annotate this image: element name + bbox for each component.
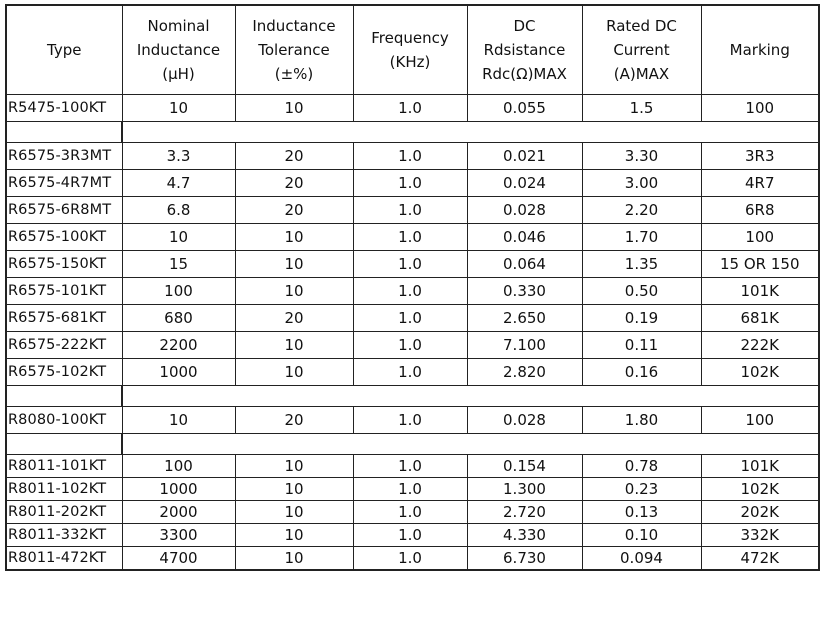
cell-marking: 202K [701, 501, 819, 524]
cell-inductance-tolerance: 10 [235, 332, 353, 359]
table-header [6, 5, 819, 95]
cell-inductance-tolerance: 10 [235, 95, 353, 122]
cell-rated-dc-current: 1.80 [582, 407, 701, 434]
cell-frequency: 1.0 [353, 224, 467, 251]
inductor-spec-table [5, 4, 820, 571]
cell-inductance-tolerance: 10 [235, 455, 353, 478]
header-type [6, 5, 122, 95]
spec-table-container [5, 4, 820, 571]
header-line: Frequency [371, 29, 449, 47]
header-marking [701, 5, 819, 95]
header-line: Current [613, 41, 670, 59]
separator-cell [122, 434, 819, 455]
cell-rated-dc-current: 0.50 [582, 278, 701, 305]
header-line: Marking [729, 41, 790, 59]
cell-inductance-tolerance: 10 [235, 224, 353, 251]
group-separator-row [6, 386, 819, 407]
table-row [6, 455, 819, 478]
cell-rated-dc-current: 0.13 [582, 501, 701, 524]
cell-frequency: 1.0 [353, 501, 467, 524]
cell-marking: 101K [701, 455, 819, 478]
cell-dc-resistance: 2.720 [467, 501, 582, 524]
table-row [6, 478, 819, 501]
cell-inductance-tolerance: 10 [235, 501, 353, 524]
header-line: Rdc(Ω)MAX [482, 65, 567, 83]
cell-nominal-inductance: 100 [122, 455, 235, 478]
cell-type: R6575-150KT [6, 251, 122, 278]
cell-type: R6575-102KT [6, 359, 122, 386]
table-row [6, 524, 819, 547]
cell-marking: 4R7 [701, 170, 819, 197]
separator-cell [6, 122, 122, 143]
cell-nominal-inductance: 1000 [122, 478, 235, 501]
table-row [6, 407, 819, 434]
cell-frequency: 1.0 [353, 407, 467, 434]
cell-nominal-inductance: 1000 [122, 359, 235, 386]
table-row [6, 547, 819, 571]
cell-rated-dc-current: 1.35 [582, 251, 701, 278]
cell-type: R6575-101KT [6, 278, 122, 305]
header-dc-resistance [467, 5, 582, 95]
header-line: Rdsistance [483, 41, 566, 59]
cell-type: R6575-100KT [6, 224, 122, 251]
header-line: DC [513, 17, 536, 35]
cell-marking: 332K [701, 524, 819, 547]
cell-dc-resistance: 2.650 [467, 305, 582, 332]
header-line: Rated DC [606, 17, 677, 35]
cell-marking: 472K [701, 547, 819, 571]
group-separator-row [6, 122, 819, 143]
cell-inductance-tolerance: 10 [235, 547, 353, 571]
cell-type: R8011-472KT [6, 547, 122, 571]
cell-dc-resistance: 0.046 [467, 224, 582, 251]
table-row [6, 224, 819, 251]
cell-frequency: 1.0 [353, 170, 467, 197]
cell-nominal-inductance: 100 [122, 278, 235, 305]
cell-nominal-inductance: 6.8 [122, 197, 235, 224]
table-row [6, 501, 819, 524]
cell-type: R6575-681KT [6, 305, 122, 332]
cell-marking: 100 [701, 95, 819, 122]
cell-type: R8080-100KT [6, 407, 122, 434]
cell-frequency: 1.0 [353, 524, 467, 547]
cell-frequency: 1.0 [353, 547, 467, 571]
cell-dc-resistance: 0.055 [467, 95, 582, 122]
table-row [6, 95, 819, 122]
cell-inductance-tolerance: 10 [235, 359, 353, 386]
cell-type: R8011-202KT [6, 501, 122, 524]
header-line: Tolerance [258, 41, 330, 59]
cell-inductance-tolerance: 10 [235, 278, 353, 305]
cell-rated-dc-current: 0.78 [582, 455, 701, 478]
cell-inductance-tolerance: 10 [235, 251, 353, 278]
separator-cell [6, 434, 122, 455]
header-line: (±%) [274, 65, 314, 83]
cell-marking: 102K [701, 359, 819, 386]
cell-frequency: 1.0 [353, 332, 467, 359]
cell-rated-dc-current: 3.00 [582, 170, 701, 197]
cell-marking: 6R8 [701, 197, 819, 224]
cell-dc-resistance: 0.064 [467, 251, 582, 278]
cell-nominal-inductance: 10 [122, 224, 235, 251]
cell-nominal-inductance: 3300 [122, 524, 235, 547]
cell-dc-resistance: 1.300 [467, 478, 582, 501]
cell-dc-resistance: 7.100 [467, 332, 582, 359]
cell-nominal-inductance: 2200 [122, 332, 235, 359]
cell-type: R6575-4R7MT [6, 170, 122, 197]
cell-rated-dc-current: 0.11 [582, 332, 701, 359]
cell-inductance-tolerance: 20 [235, 143, 353, 170]
cell-rated-dc-current: 0.10 [582, 524, 701, 547]
cell-dc-resistance: 0.154 [467, 455, 582, 478]
cell-rated-dc-current: 3.30 [582, 143, 701, 170]
cell-marking: 222K [701, 332, 819, 359]
header-line: (KHz) [389, 53, 431, 71]
header-nominal-inductance [122, 5, 235, 95]
cell-rated-dc-current: 2.20 [582, 197, 701, 224]
cell-marking: 681K [701, 305, 819, 332]
cell-rated-dc-current: 0.23 [582, 478, 701, 501]
cell-nominal-inductance: 680 [122, 305, 235, 332]
header-line: Nominal [147, 17, 210, 35]
header-row [6, 5, 819, 95]
cell-nominal-inductance: 4.7 [122, 170, 235, 197]
cell-marking: 101K [701, 278, 819, 305]
header-line: (A)MAX [613, 65, 670, 83]
cell-rated-dc-current: 0.19 [582, 305, 701, 332]
cell-type: R8011-332KT [6, 524, 122, 547]
cell-marking: 3R3 [701, 143, 819, 170]
cell-marking: 15 OR 150 [701, 251, 819, 278]
cell-frequency: 1.0 [353, 478, 467, 501]
cell-type: R6575-6R8MT [6, 197, 122, 224]
table-row [6, 143, 819, 170]
cell-frequency: 1.0 [353, 143, 467, 170]
cell-inductance-tolerance: 10 [235, 524, 353, 547]
cell-type: R6575-3R3MT [6, 143, 122, 170]
header-rated-dc-current [582, 5, 701, 95]
cell-type: R8011-101KT [6, 455, 122, 478]
cell-dc-resistance: 0.024 [467, 170, 582, 197]
cell-frequency: 1.0 [353, 305, 467, 332]
header-line: (μH) [162, 65, 195, 83]
cell-dc-resistance: 0.028 [467, 197, 582, 224]
cell-rated-dc-current: 1.70 [582, 224, 701, 251]
cell-nominal-inductance: 10 [122, 95, 235, 122]
cell-type: R6575-222KT [6, 332, 122, 359]
cell-type: R8011-102KT [6, 478, 122, 501]
cell-frequency: 1.0 [353, 278, 467, 305]
cell-type: R5475-100KT [6, 95, 122, 122]
cell-marking: 102K [701, 478, 819, 501]
cell-rated-dc-current: 0.094 [582, 547, 701, 571]
cell-frequency: 1.0 [353, 359, 467, 386]
header-line: Inductance [136, 41, 221, 59]
cell-nominal-inductance: 10 [122, 407, 235, 434]
cell-dc-resistance: 0.028 [467, 407, 582, 434]
cell-frequency: 1.0 [353, 95, 467, 122]
separator-cell [6, 386, 122, 407]
cell-nominal-inductance: 15 [122, 251, 235, 278]
table-row [6, 332, 819, 359]
table-row [6, 251, 819, 278]
cell-inductance-tolerance: 20 [235, 170, 353, 197]
cell-inductance-tolerance: 10 [235, 478, 353, 501]
separator-cell [122, 386, 819, 407]
cell-rated-dc-current: 0.16 [582, 359, 701, 386]
cell-nominal-inductance: 4700 [122, 547, 235, 571]
header-line: Inductance [252, 17, 336, 35]
cell-dc-resistance: 4.330 [467, 524, 582, 547]
cell-nominal-inductance: 2000 [122, 501, 235, 524]
cell-dc-resistance: 2.820 [467, 359, 582, 386]
cell-rated-dc-current: 1.5 [582, 95, 701, 122]
cell-dc-resistance: 6.730 [467, 547, 582, 571]
cell-frequency: 1.0 [353, 251, 467, 278]
table-row [6, 278, 819, 305]
cell-marking: 100 [701, 224, 819, 251]
cell-dc-resistance: 0.021 [467, 143, 582, 170]
cell-nominal-inductance: 3.3 [122, 143, 235, 170]
table-row [6, 359, 819, 386]
cell-dc-resistance: 0.330 [467, 278, 582, 305]
header-frequency [353, 5, 467, 95]
group-separator-row [6, 434, 819, 455]
table-body [6, 95, 819, 571]
table-row [6, 170, 819, 197]
separator-cell [122, 122, 819, 143]
table-row [6, 197, 819, 224]
header-line: Type [47, 41, 82, 59]
cell-inductance-tolerance: 20 [235, 197, 353, 224]
table-row [6, 305, 819, 332]
cell-frequency: 1.0 [353, 197, 467, 224]
cell-inductance-tolerance: 20 [235, 305, 353, 332]
cell-marking: 100 [701, 407, 819, 434]
cell-frequency: 1.0 [353, 455, 467, 478]
cell-inductance-tolerance: 20 [235, 407, 353, 434]
header-inductance-tolerance [235, 5, 353, 95]
